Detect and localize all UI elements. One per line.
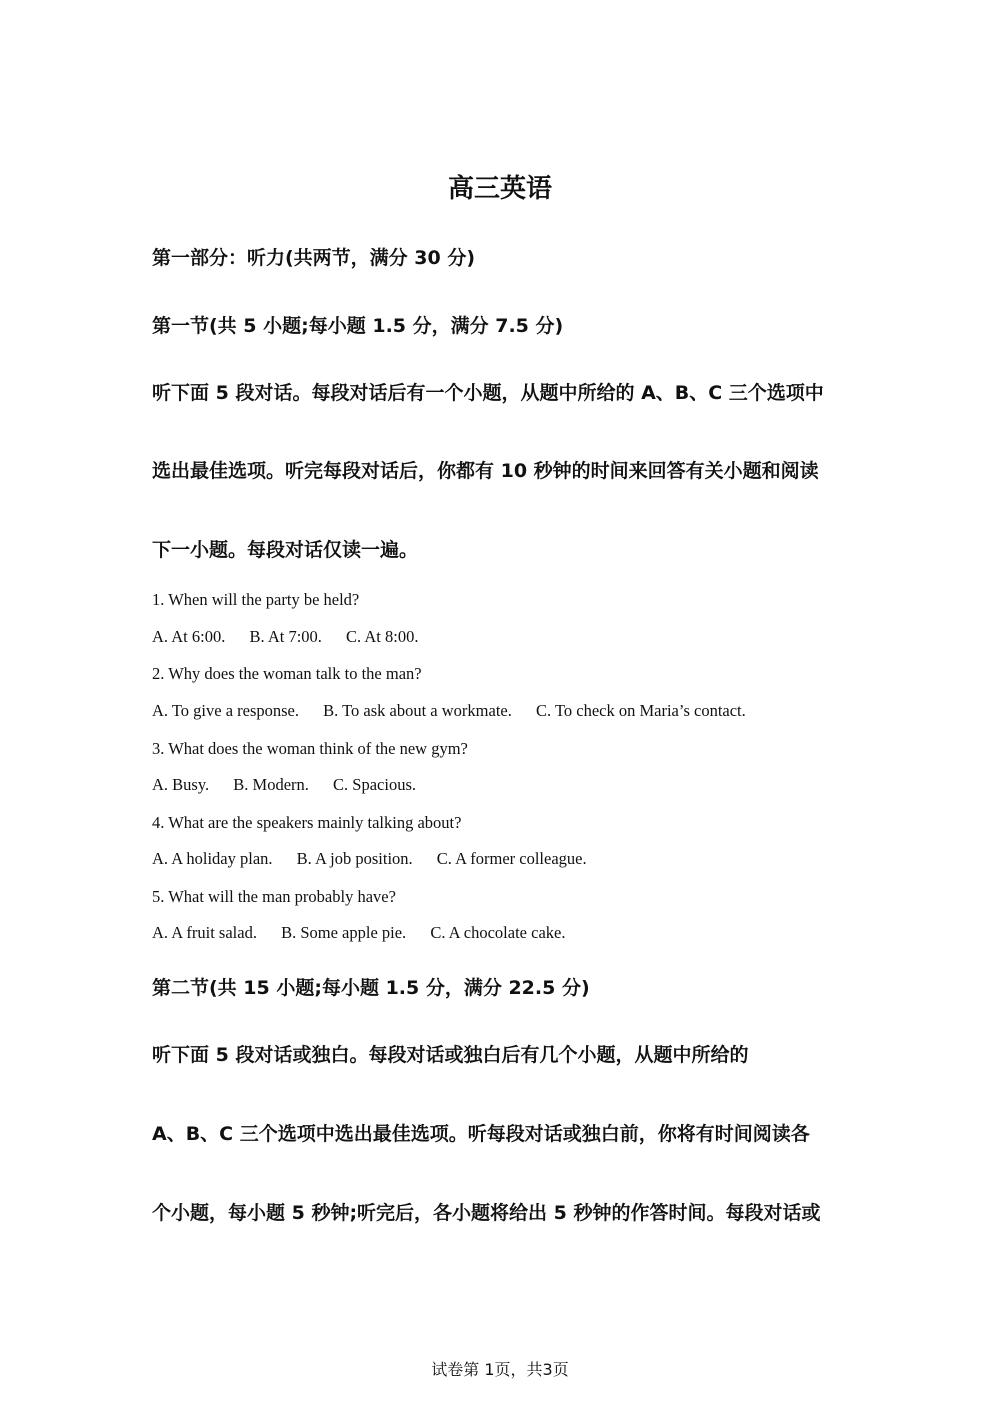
section1-instruction-line: 下一小题。每段对话仅读一遍。	[152, 539, 419, 561]
section2-heading: 第二节(共 15 小题;每小题 1.5 分，满分 22.5 分)	[152, 977, 590, 999]
option-b: B. Modern.	[233, 775, 309, 794]
section2-instruction-line: 个小题，每小题 5 秒钟;听完后，各小题将给出 5 秒钟的作答时间。每段对话或	[152, 1202, 821, 1224]
option-a: A. To give a response.	[152, 701, 300, 720]
option-a: A. Busy.	[152, 775, 210, 794]
option-b: B. At 7:00.	[249, 627, 322, 646]
question-1-options	[152, 627, 438, 647]
question-4-text: 4. What are the speakers mainly talking about?	[152, 813, 462, 832]
section1-heading: 第一节(共 5 小题;每小题 1.5 分，满分 7.5 分)	[152, 315, 564, 337]
option-c: C. Spacious.	[333, 775, 416, 794]
option-b: B. Some apple pie.	[281, 923, 407, 942]
page-title: 高三英语	[447, 174, 552, 204]
question-1-text: 1. When will the party be held?	[152, 590, 360, 609]
option-b: B. To ask about a workmate.	[323, 701, 512, 720]
option-a: A. A fruit salad.	[152, 923, 257, 942]
question-3-options	[152, 775, 436, 795]
section2-instruction-line: 听下面 5 段对话或独白。每段对话或独白后有几个小题，从题中所给的	[152, 1044, 749, 1066]
page-footer: 试卷第 1页，共3页	[431, 1360, 569, 1379]
option-a: A. A holiday plan.	[152, 849, 273, 868]
part1-heading: 第一部分：听力(共两节，满分 30 分)	[152, 247, 476, 269]
question-2-options	[152, 701, 766, 721]
option-c: C. A chocolate cake.	[430, 923, 566, 942]
question-2-text: 2. Why does the woman talk to the man?	[152, 664, 422, 683]
question-5-options	[152, 923, 585, 943]
option-c: C. At 8:00.	[346, 627, 419, 646]
question-3-text: 3. What does the woman think of the new gym?	[152, 739, 468, 758]
option-a: A. At 6:00.	[152, 627, 226, 646]
section1-instruction-line: 听下面 5 段对话。每段对话后有一个小题，从题中所给的 A、B、C 三个选项中	[152, 382, 824, 404]
question-5-text: 5. What will the man probably have?	[152, 887, 396, 906]
option-c: C. To check on Maria’s contact.	[535, 701, 746, 720]
option-b: B. A job position.	[296, 849, 413, 868]
section1-instruction-line: 选出最佳选项。听完每段对话后，你都有 10 秒钟的时间来回答有关小题和阅读	[152, 460, 819, 482]
option-c: C. A former colleague.	[436, 849, 587, 868]
question-4-options	[152, 849, 607, 869]
section2-instruction-line: A、B、C 三个选项中选出最佳选项。听每段对话或独白前，你将有时间阅读各	[152, 1123, 810, 1145]
